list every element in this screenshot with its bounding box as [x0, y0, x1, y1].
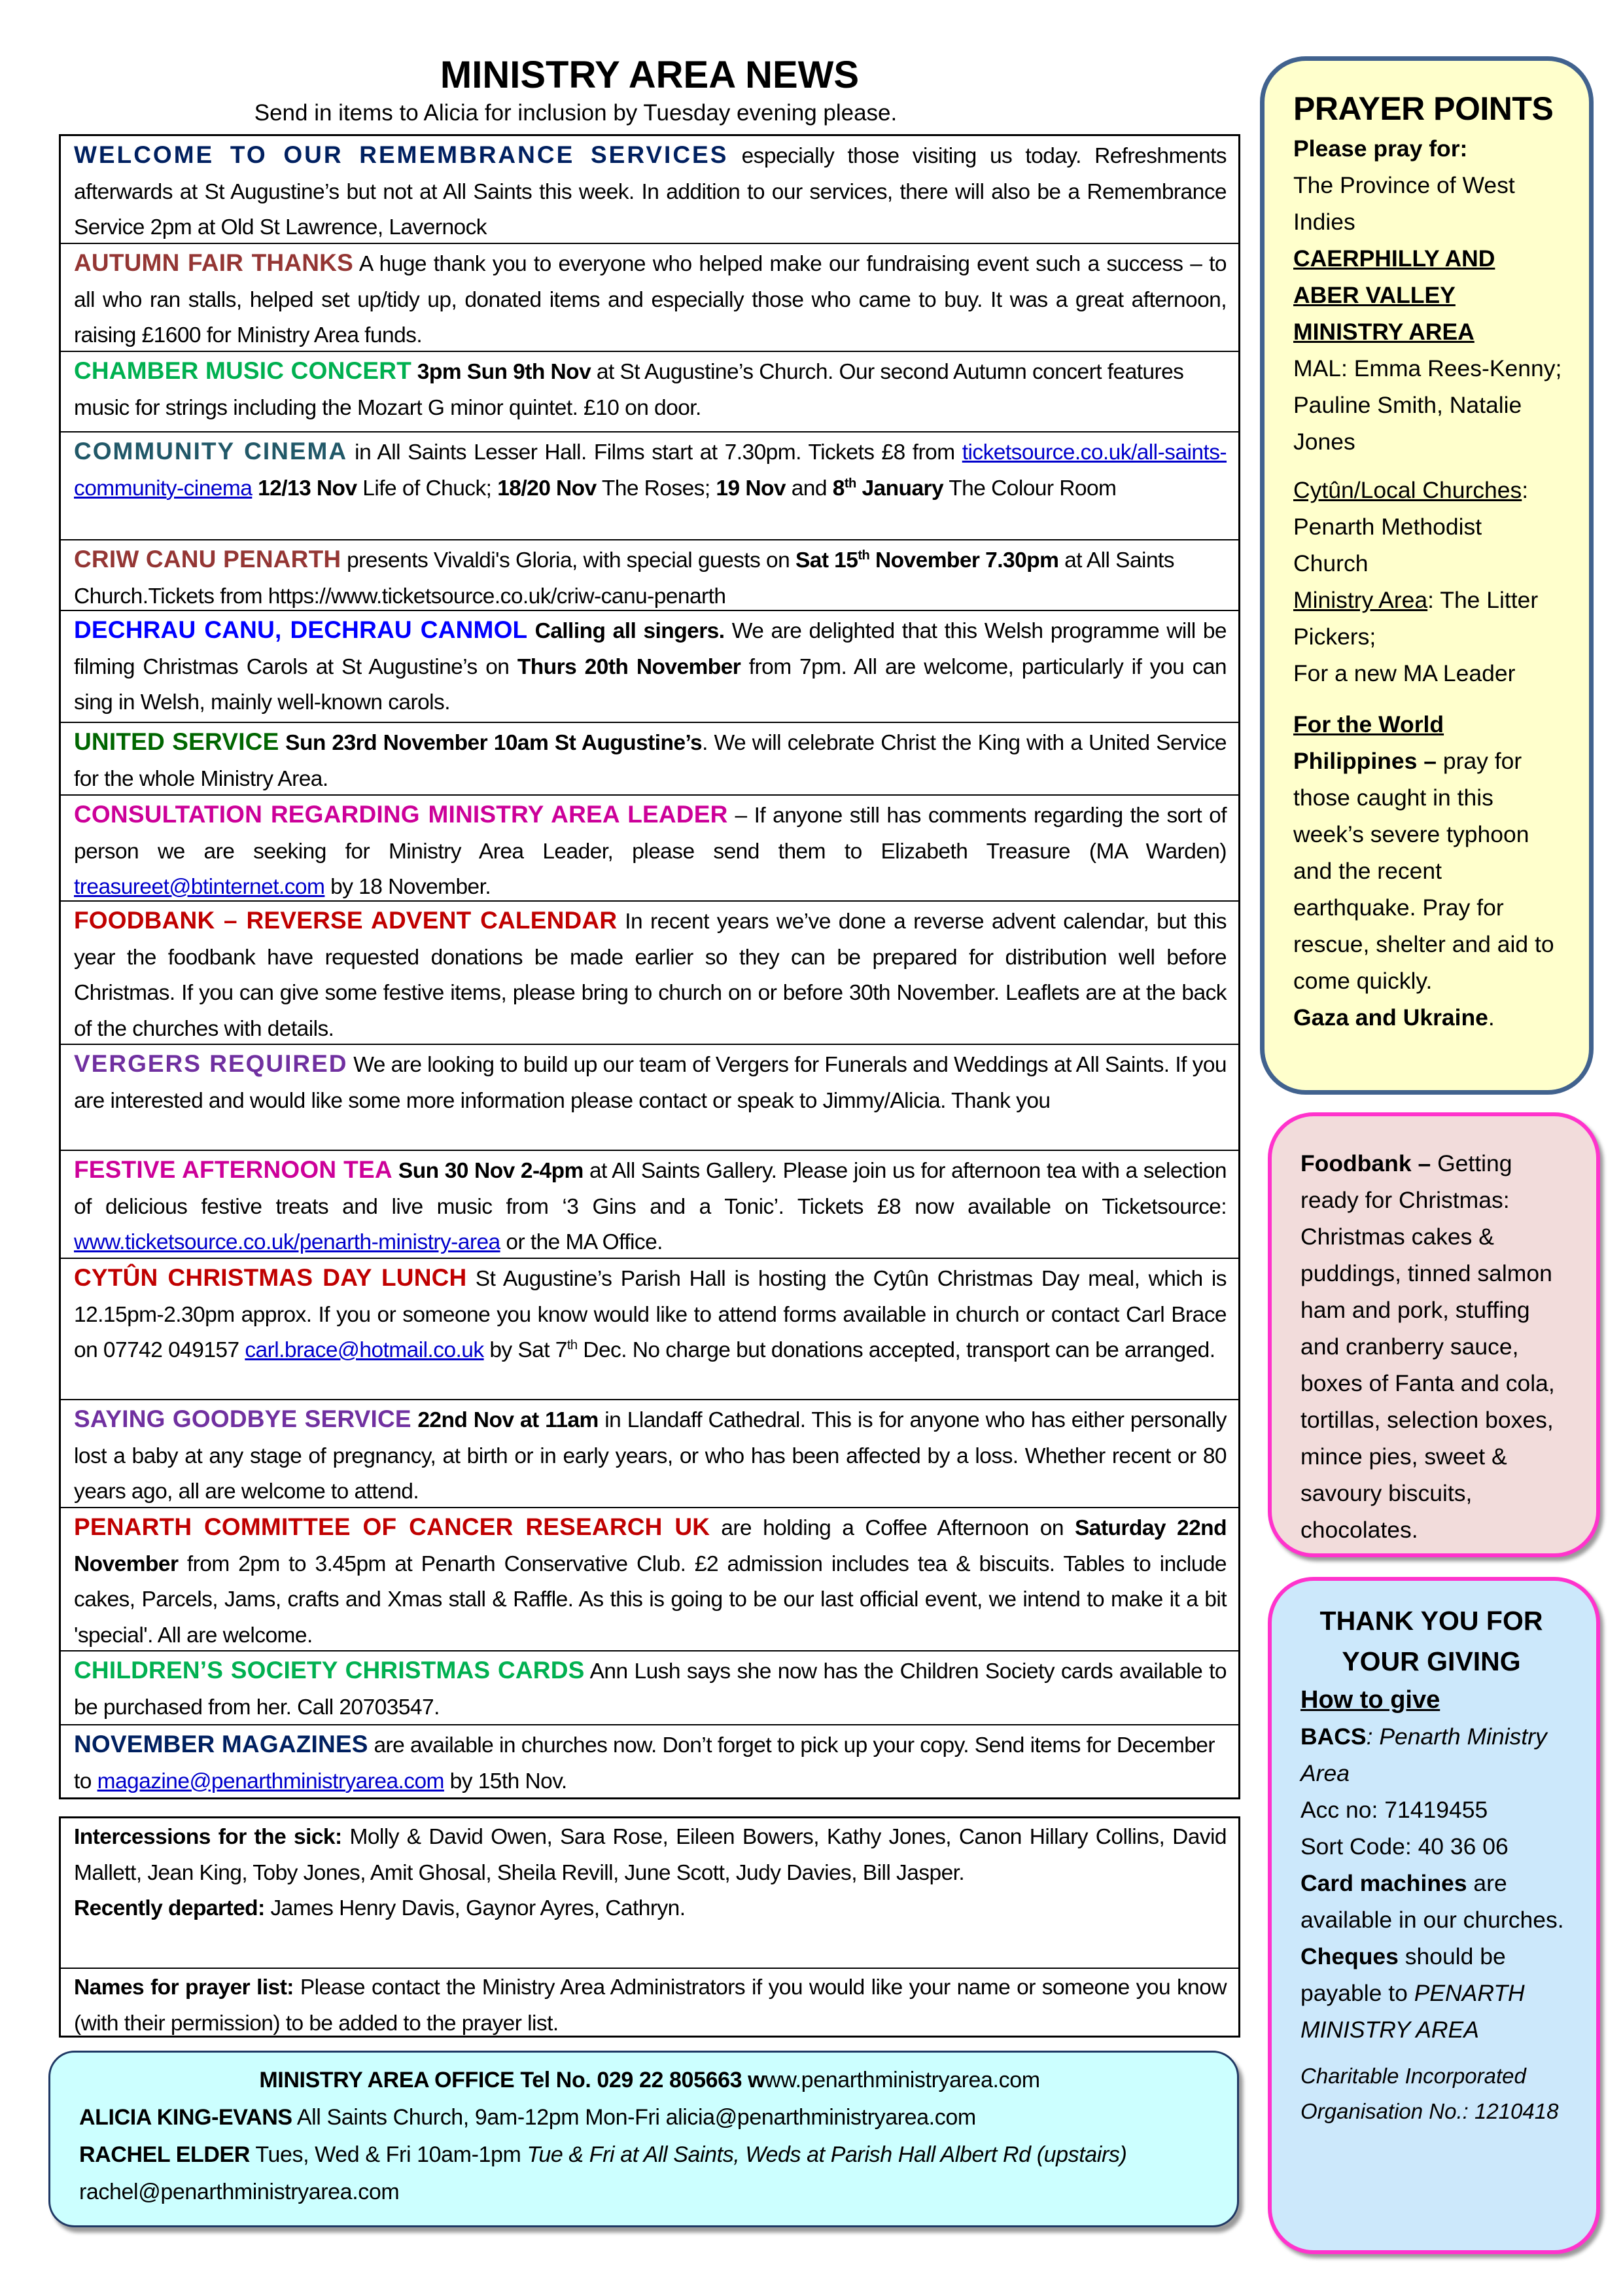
intercessions-box — [59, 1816, 1240, 2038]
news-text: St Augustine’s Parish Hall is hosting the Cytûn Christmas Day meal, which is 12.15pm-2.30pm approx. If you or someone you know would like to attend forms available in church or contact Carl Brace on 07742 049157 — [74, 1267, 1227, 1362]
province: The Province of West Indies — [1293, 172, 1515, 235]
news-text: or the MA Office. — [500, 1230, 663, 1254]
sick-label: Intercessions for the sick: — [74, 1825, 342, 1849]
news-date: Sun 30 Nov 2-4pm — [392, 1159, 584, 1183]
departed-label: Recently departed: — [74, 1896, 265, 1920]
news-text: The Colour Room — [943, 476, 1117, 501]
please-pray-label: Please pray for: — [1293, 135, 1468, 162]
news-text: at All Saints Gallery. Please join us for afternoon tea with a selection of delicious festive treats and live music from ‘3 Gins and a Tonic’. Tickets £8 now available on Ticketsource: — [74, 1159, 1227, 1219]
news-heading: NOVEMBER MAGAZINES — [74, 1731, 368, 1757]
news-box — [59, 134, 1240, 1799]
news-item-consultation — [61, 794, 1238, 900]
news-date: 19 Nov — [716, 476, 786, 501]
world-label: For the World — [1293, 711, 1444, 737]
news-text: We are delighted that this Welsh programme will be filming Christmas Carols at St Augustine’s on — [74, 619, 1227, 679]
gaza-period: . — [1488, 1004, 1495, 1031]
cytun-text: Penarth Methodist Church — [1293, 514, 1482, 576]
news-heading: PENARTH COMMITTEE OF CANCER RESEARCH UK — [74, 1513, 710, 1540]
superscript: th — [858, 548, 870, 563]
news-text: We are looking to build up our team of Vergers for Funerals and Weddings at All Saints. If you are interested and would like some more information please contact or speak to Jimmy/Alicia. Thank you — [74, 1053, 1227, 1113]
news-date: Saturday 22nd November — [74, 1516, 1227, 1576]
news-heading: COMMUNITY CINEMA — [74, 438, 348, 465]
news-item-saying-goodbye — [61, 1399, 1238, 1507]
cheque-payee: PENARTH MINISTRY AREA — [1300, 1980, 1525, 2043]
news-item-united-service — [61, 722, 1238, 794]
foodbank-box — [1268, 1112, 1600, 1557]
news-text: The Roses; — [596, 476, 716, 501]
news-heading: UNITED SERVICE — [74, 728, 279, 755]
philippines-label: Philippines – — [1293, 748, 1437, 774]
how-to-give: How to give — [1300, 1686, 1440, 1714]
account-number: Acc no: 71419455 — [1300, 1797, 1488, 1823]
prayer-list-label: Names for prayer list: — [74, 1975, 294, 2000]
news-item-community-cinema — [61, 431, 1238, 539]
news-item-cancer-research — [61, 1507, 1238, 1650]
office-website[interactable]: ww.penarthministryarea.com — [765, 2068, 1040, 2093]
ma-label: Ministry Area — [1293, 587, 1428, 613]
bacs — [1300, 1718, 1570, 1792]
gaza-ukraine — [1293, 999, 1563, 1036]
news-text: In recent years we’ve done a reverse advent calendar, but this year the foodbank have requested donations be made earlier so they can be prepared for distribution well before Christmas. If you can give some festive items, please bring to church on or before 30th November. Leaflets are at the back of the churches with details. — [74, 910, 1227, 1041]
news-text: and — [785, 476, 833, 501]
ticketsource-link[interactable]: www.ticketsource.co.uk/penarth-ministry-area — [74, 1230, 500, 1254]
news-heading: VERGERS REQUIRED — [74, 1050, 348, 1077]
philippines-text: pray for those caught in this week’s severe typhoon and the recent earthquake. Pray for rescue, shelter and aid to come quickly. — [1293, 748, 1554, 994]
alicia-line — [79, 2099, 1220, 2136]
news-text: especially those visiting us today. Refreshments afterwards at St Augustine’s but not at All Saints this week. In addition to our services, there will also be a Remembrance Service 2pm at Old St Lawrence, Lavernock — [74, 144, 1227, 239]
news-date: January — [856, 476, 944, 501]
card-label: Card machines — [1300, 1870, 1467, 1896]
news-text: Ann Lush says she now has the Children Society cards available to be purchased from her. Call 20703547. — [74, 1659, 1227, 1720]
superscript: th — [567, 1337, 578, 1352]
news-text: A huge thank you to everyone who helped make our fundraising event such a success – to all who ran stalls, helped set up/tidy up, donated items and especially those who came to buy. It was a great afternoon, raising £1600 for Ministry Area funds. — [74, 252, 1227, 347]
news-highlight: Calling all singers. — [527, 619, 725, 643]
news-date: 3pm Sun 9th Nov — [411, 360, 591, 384]
prayer-list-text: Please contact the Ministry Area Administrators if you would like your name or someone you know (with their permission) to be added to the prayer list. — [74, 1975, 1227, 2036]
email-link[interactable]: treasureet@btinternet.com — [74, 875, 325, 899]
cytun-colon: : — [1522, 477, 1529, 503]
charity-number: Charitable Incorporated Organisation No.: 1210418 — [1300, 2064, 1559, 2123]
news-item-chamber-music — [61, 351, 1238, 431]
news-text: Life of Chuck; — [357, 476, 498, 501]
mal-names: MAL: Emma Rees-Kenny; Pauline Smith, Natalie Jones — [1293, 355, 1562, 455]
foodbank-label: Foodbank – — [1300, 1150, 1431, 1176]
email-link[interactable]: carl.brace@hotmail.co.uk — [245, 1338, 484, 1362]
office-phone: MINISTRY AREA OFFICE Tel No. 029 22 805663 w — [259, 2068, 765, 2093]
departed-names: James Henry Davis, Gaynor Ayres, Cathryn. — [264, 1896, 686, 1920]
sick-names: Molly & David Owen, Sara Rose, Eileen Bowers, Kathy Jones, Canon Hillary Collins, David Mallett, Jean King, Toby Jones, Amit Ghosal, Sheila Revill, June Scott, Judy Davies, Bill Jasper. — [74, 1825, 1227, 1885]
news-text: by Sat 7 — [483, 1338, 567, 1362]
prayer-list-note — [61, 1968, 1238, 2038]
sort-code: Sort Code: 40 36 06 — [1300, 1833, 1509, 1860]
prayer-points-title: PRAYER POINTS — [1293, 90, 1554, 127]
news-date: 18/20 Nov — [497, 476, 597, 501]
cytun-label: Cytûn/Local Churches — [1293, 477, 1522, 503]
news-date: 12/13 Nov — [252, 476, 357, 501]
news-date: Thurs 20th November — [517, 654, 741, 679]
news-heading: CHAMBER MUSIC CONCERT — [74, 357, 412, 384]
cheque-label: Cheques — [1300, 1943, 1399, 1969]
alicia-details: All Saints Church, 9am-12pm Mon-Fri alicia@penarthministryarea.com — [292, 2105, 976, 2130]
news-item-vergers — [61, 1044, 1238, 1150]
news-item-welcome — [61, 136, 1238, 243]
foodbank-text: Getting ready for Christmas: Christmas cakes & puddings, tinned salmon ham and pork, stuffing and cranberry sauce, boxes of Fanta and cola, tortillas, selection boxes, mince pies, sweet & savoury biscuits, chocolates. — [1300, 1150, 1555, 1543]
news-heading: CONSULTATION REGARDING MINISTRY AREA LEADER — [74, 801, 728, 828]
news-text: in All Saints Lesser Hall. Films start at 7.30pm. Tickets £8 from — [347, 440, 962, 465]
news-heading: FESTIVE AFTERNOON TEA — [74, 1156, 393, 1183]
card-machines — [1300, 1865, 1570, 1938]
news-heading: FOODBANK – REVERSE ADVENT CALENDAR — [74, 907, 618, 934]
news-date: Sat 15 — [795, 548, 858, 573]
news-heading: DECHRAU CANU, DECHRAU CANMOL — [74, 616, 528, 643]
cheque-text: should be payable to — [1300, 1943, 1506, 2006]
news-date: 22nd Nov at 11am — [411, 1408, 599, 1432]
rachel-line — [79, 2136, 1220, 2211]
ma-text: : The Litter Pickers; — [1293, 587, 1539, 650]
news-text: at All Saints Church.Tickets from https://www.ticketsource.co.uk/criw-canu-penarth — [74, 548, 1174, 609]
cinema-link[interactable]: ticketsource.co.uk/all-saints-community-cinema — [74, 440, 1227, 501]
news-text: from 7pm. All are welcome, particularly if you can sing in Welsh, mainly well-known carols. — [74, 654, 1227, 715]
news-text: . We will celebrate Christ the King with a United Service for the whole Ministry Area. — [74, 731, 1227, 791]
office-line — [79, 2062, 1220, 2099]
rachel-email: rachel@penarthministryarea.com — [79, 2180, 400, 2204]
news-heading: SAYING GOODBYE SERVICE — [74, 1405, 411, 1432]
news-item-festive-tea — [61, 1150, 1238, 1258]
magazine-email-link[interactable]: magazine@penarthministryarea.com — [97, 1769, 444, 1793]
news-item-autumn-fair — [61, 243, 1238, 351]
card-text: are available in our churches. — [1300, 1870, 1564, 1933]
page-title: MINISTRY AREA NEWS — [440, 54, 860, 96]
bacs-label: BACS — [1300, 1723, 1367, 1750]
giving-title: THANK YOU FOR YOUR GIVING — [1319, 1606, 1543, 1676]
news-item-criw-canu — [61, 539, 1238, 610]
superscript: th — [844, 476, 856, 491]
philippines — [1293, 743, 1563, 999]
news-item-childrens-society — [61, 1650, 1238, 1724]
news-heading: CYTÛN CHRISTMAS DAY LUNCH — [74, 1264, 467, 1291]
news-text: Dec. No charge but donations accepted, transport can be arranged. — [577, 1338, 1215, 1362]
office-contact-box — [48, 2051, 1239, 2227]
news-heading: WELCOME TO OUR REMEMBRANCE SERVICES — [74, 141, 729, 168]
news-text: by 18 November. — [324, 875, 491, 899]
rachel-hours: Tues, Wed & Fri 10am-1pm — [249, 2142, 527, 2167]
alicia-name: ALICIA KING-EVANS — [79, 2105, 292, 2130]
news-item-foodbank-advent — [61, 900, 1238, 1044]
news-text: are holding a Coffee Afternoon on — [710, 1516, 1075, 1540]
news-text: from 2pm to 3.45pm at Penarth Conservative Club. £2 admission includes tea & biscuits. Tables to include cakes, Parcels, Jams, crafts and Xmas stall & Raffle. As this is going to be our last official event, we intend to make it a bit 'special'. All are welcome. — [74, 1551, 1227, 1648]
news-heading: CRIW CANU PENARTH — [74, 546, 341, 573]
news-text: at St Augustine’s Church. Our second Autumn concert features music for strings including the Mozart G minor quintet. £10 on door. — [74, 360, 1184, 420]
news-heading: AUTUMN FAIR THANKS — [74, 249, 353, 276]
page-subtitle: Send in items to Alicia for inclusion by Tuesday evening please. — [254, 100, 898, 126]
news-date: Sun 23rd November 10am St Augustine’s — [279, 731, 703, 755]
ma-section — [1293, 582, 1563, 655]
prayer-points-box — [1260, 56, 1594, 1095]
ma-leader: For a new MA Leader — [1293, 660, 1516, 686]
news-text: presents Vivaldi's Gloria, with special guests on — [341, 548, 795, 573]
news-text: – If anyone still has comments regarding the sort of person we are seeking for Ministry Area Leader, please send them to Elizabeth Treasure (MA Warden) — [74, 804, 1227, 864]
bacs-payee: : Penarth Ministry Area — [1300, 1723, 1547, 1786]
news-text: are available in churches now. Don’t forget to pick up your copy. Send items for December to — [74, 1733, 1215, 1793]
news-date: 8 — [832, 476, 845, 501]
rachel-name: RACHEL ELDER — [79, 2142, 250, 2167]
news-item-november-magazines — [61, 1724, 1238, 1799]
news-text: in Llandaff Cathedral. This is for anyone who has either personally lost a baby at any stage of pregnancy, at birth or in early years, or who has been affected by a loss. Whether recent or 80 years ago, all are welcome to attend. — [74, 1408, 1227, 1504]
news-heading: CHILDREN’S SOCIETY CHRISTMAS CARDS — [74, 1657, 585, 1684]
gaza-label: Gaza and Ukraine — [1293, 1004, 1488, 1031]
giving-box — [1268, 1577, 1600, 2254]
news-item-cytun-lunch — [61, 1258, 1238, 1399]
news-date: November 7.30pm — [869, 548, 1059, 573]
cytun-section — [1293, 472, 1563, 508]
news-item-dechrau-canu — [61, 610, 1238, 722]
cheques — [1300, 1938, 1570, 2048]
news-text: by 15th Nov. — [444, 1769, 567, 1793]
intercessions-sick — [61, 1818, 1238, 1968]
rachel-location: Tue & Fri at All Saints, Weds at Parish Hall Albert Rd (upstairs) — [527, 2142, 1127, 2167]
diocese: CAERPHILLY AND ABER VALLEY MINISTRY AREA — [1293, 245, 1495, 345]
